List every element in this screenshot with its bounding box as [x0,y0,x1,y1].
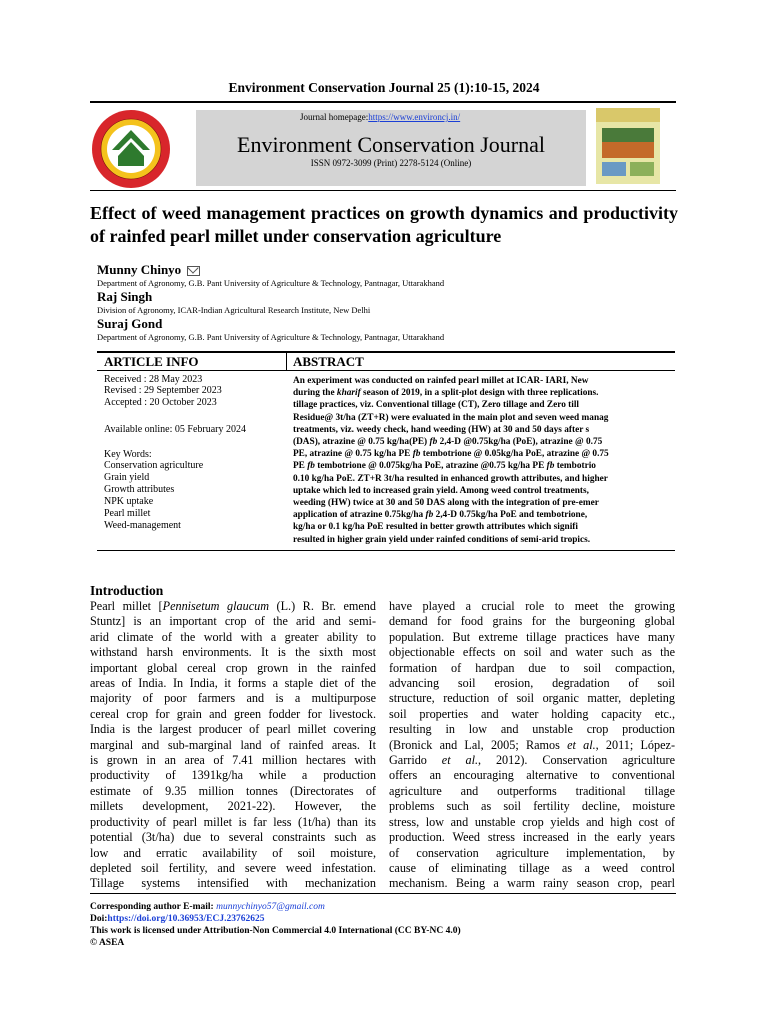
available-online-date: Available online: 05 February 2024 [104,424,247,435]
header-top-rule [90,101,676,103]
article-info-heading: ARTICLE INFO [104,354,199,369]
copyright-line: © ASEA [90,938,125,948]
accepted-date: Accepted : 20 October 2023 [104,397,217,408]
author-affiliation: Department of Agronomy, G.B. Pant University of Agriculture & Technology, Pantnagar, Uttarakhand [97,332,445,342]
keyword: Weed-management [104,520,181,531]
author-email-link[interactable]: munnychinyo57@gmail.com [216,902,325,912]
keyword: Grain yield [104,472,150,483]
journal-name: Environment Conservation Journal [237,132,545,157]
journal-cover-thumbnail [596,108,660,184]
info-column-divider [286,351,287,371]
corresponding-author: Corresponding author E-mail: munnychinyo57@gmail.com [90,902,325,912]
author-name: Munny Chinyo [97,262,200,278]
abstract-heading: ABSTRACT [293,354,364,369]
header-bottom-rule [90,190,676,191]
received-date: Received : 28 May 2023 [104,374,203,385]
author-affiliation: Division of Agronomy, ICAR-Indian Agricultural Research Institute, New Delhi [97,305,371,315]
footer-rule [90,893,676,894]
introduction-left-column: Pearl millet [Pennisetum glaucum (L.) R. Br. emend Stuntz] is an important crop of the arid and semi- arid climate of the world with a greater ability to withstand harsh environments. It is the sixth most important global cereal crop grown in the rainfed areas of India. In India, it forms a staple diet of the majority of poor farmers and is a multipurpose cereal crop for grain and green fodder for livestock. India is the largest producer of pearl millet covering marginal and sub-marginal land of rainfed areas. It is grown in an area of 7.41 million hectares with productivity of 1391kg/ha while a production estimate of 9.35 million tonnes (Directorates of millets development, 2021-22). However, the productivity of pearl millet is far less (1t/ha) than its potential (3t/ha) due to several constraints such as low and erratic availability of soil moisture, depleted soil fertility, and severe weed infestation. Tillage systems intensified with mechanization [90,599,376,891]
info-mid-rule [97,370,675,371]
info-top-rule [97,351,675,353]
journal-issn: ISSN 0972-3099 (Print) 2278-5124 (Online) [310,158,472,168]
abstract-text: An experiment was conducted on rainfed pearl millet at ICAR- IARI, New during the kharif season of 2019, in a split-plot design with three replications. tillage practices, viz. Conventional tillage (CT), Zero tillage and Zero till Residue@ 3t/ha (ZT+R) were evaluated in the main plot and seven weed manag treatments, viz. weedy check, hand weeding (HW) at 30 and 50 days after s (DAS), atrazine @ 0.75 kg/ha(PE) fb 2,4-D @0.75kg/ha (PoE), atrazine @ 0.75 PE, atrazine @ 0.75 kg/ha PE fb tembotrione @ 0.05kg/ha PoE, atrazine @ 0.75 PE fb tembotrione @ 0.075kg/ha PoE, atrazine @0.75 kg/ha PE fb tembotrio 0.10 kg/ha PoE. ZT+R 3t/ha resulted in enhanced growth attributes, and higher uptake which led to increased grain yield. Among weed control treatments, weeding (HW) twice at 30 and 50 DAS along with the integration of pre-emer application of atrazine 0.75kg/ha fb 2,4-D 0.75kg/ha PoE and tembotrione, kg/ha or 0.1 kg/ha PoE resulted in better growth attributes which signifi resulted in higher grain yield under rainfed conditions of semi-arid tropics. [293,376,609,545]
introduction-heading: Introduction [90,583,164,598]
paper-title: Effect of weed management practices on growth dynamics and productivity of rainfed pearl millet under conservation agriculture [90,203,678,246]
introduction-right-column: have played a crucial role to meet the growing demand for food grains for the burgeoning global population. But extreme tillage practices have many objectionable effects on soil and water such as the formation of hardpan due to soil compaction, advancing soil erosion, degradation of soil structure, reduction of soil organic matter, depleting soil properties and water holding capacity etc., resulting in low and unstable crop production (Bronick and Lal, 2005; Ramos et al., 2011; López- Garrido et al., 2012). Conservation agriculture offers an encouraging alternative to conventional agriculture and outperforms traditional tillage problems such as soil fertility decline, moisture stress, low and unstable crop yields and high cost of production. Weed stress increased in the early years of conservation agriculture implementation, by cause of eliminating tillage as a weed control mechanism. Being a warm rainy season crop, pearl [389,599,675,891]
doi-line: Doi:https://doi.org/10.36953/ECJ.23762625 [90,914,265,924]
mail-icon[interactable] [187,266,200,276]
keyword: Pearl millet [104,508,151,519]
keyword: Growth attributes [104,484,175,495]
journal-homepage [300,112,460,122]
keyword: Conservation agriculture [104,460,204,471]
author-name: Suraj Gond [97,316,163,331]
keyword: NPK uptake [104,496,154,507]
keywords-heading: Key Words: [104,449,152,460]
author-name: Raj Singh [97,289,153,304]
abstract-bottom-rule [97,550,675,551]
journal-reference: Environment Conservation Journal 25 (1):10-15, 2024 [228,80,540,95]
homepage-link[interactable]: https://www.environcj.in/ [368,112,461,122]
homepage-label: Journal homepage: [300,112,369,122]
doi-link[interactable]: https://doi.org/10.36953/ECJ.23762625 [107,914,265,924]
author-affiliation: Department of Agronomy, G.B. Pant University of Agriculture & Technology, Pantnagar, Uttarakhand [97,278,445,288]
license-line: This work is licensed under Attribution-Non Commercial 4.0 International (CC BY-NC 4.0) [90,926,461,936]
journal-logo [90,108,172,190]
revised-date: Revised : 29 September 2023 [104,385,222,396]
